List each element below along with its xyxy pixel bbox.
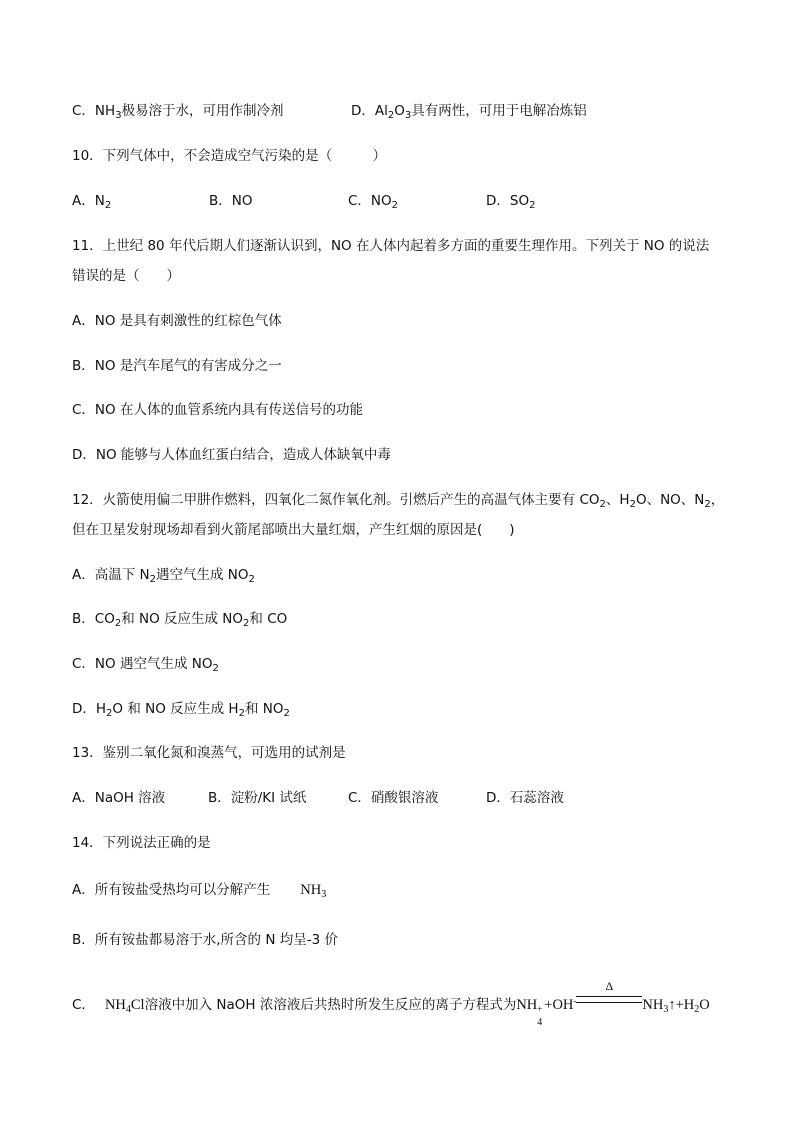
- q10-option-b: B．NO: [209, 193, 253, 209]
- q14-option-b: B．所有铵盐都易溶于水,所含的 N 均呈-3 价: [72, 932, 338, 948]
- q9-options-cd: [72, 101, 587, 126]
- q13-option-c: C．硝酸银溶液: [348, 790, 439, 806]
- q10-option-c: C．$NO_2$: [348, 193, 399, 211]
- q12-option-a: A．高温下 $N_2$遇空气生成 $NO_2$: [72, 567, 255, 585]
- q13-option-a: A．NaOH 溶液: [72, 790, 166, 806]
- nh3-formula: $NH_3$: [300, 882, 327, 900]
- q10-option-a: A．$N_2$: [72, 193, 112, 211]
- q12-stem-line1: 12．火箭使用偏二甲肼作燃料，四氧化二氮作氧化剂。引燃后产生的高温气体主要有 $CO_2$、$H_2O$、NO、$N_2$，: [72, 492, 725, 510]
- q9-option-d: D．$Al_2O_3$具有两性，可用于电解冶炼铝: [351, 103, 587, 121]
- q11-option-c: C．NO 在人体的血管系统内具有传送信号的功能: [72, 402, 363, 418]
- q14-option-a: A．所有铵盐受热均可以分解产生 $NH_3$: [72, 882, 327, 900]
- q12-option-b: B．$CO_2$和 NO 反应生成 $NO_2$和 CO: [72, 611, 288, 629]
- q11-option-a: A．NO 是具有刺激性的红棕色气体: [72, 313, 282, 329]
- ionic-equation: NH + 4 +OH- Δ $NH_3↑+H_2O$: [516, 979, 710, 1028]
- q9-option-c: C．$NH_3$极易溶于水，可用作制冷剂: [72, 103, 284, 121]
- q12-option-d: D．$H_2O$ 和 NO 反应生成 $H_2$和 $NO_2$: [72, 701, 290, 719]
- q13-options: [72, 788, 564, 808]
- q10-stem: 10．下列气体中，不会造成空气污染的是（ ）: [72, 148, 387, 164]
- q11-option-b: B．NO 是汽车尾气的有害成分之一: [72, 358, 282, 374]
- q13-stem: 13．鉴别二氧化氮和溴蒸气，可选用的试剂是: [72, 745, 346, 761]
- q10-option-d: D．$SO_2$: [486, 193, 536, 211]
- q14-stem: 14．下列说法正确的是: [72, 835, 211, 851]
- nh4cl-formula: $NH_4Cl$: [104, 997, 145, 1015]
- q11-stem-line1: 11．上世纪 80 年代后期人们逐渐认识到，NO 在人体内起着多方面的重要生理作用。下列关于 NO 的说法: [72, 238, 710, 254]
- heating-equals-sign: Δ: [576, 991, 642, 1011]
- q12-stem-line2: 但在卫星发射现场却看到火箭尾部喷出大量红烟，产生红烟的原因是( ): [72, 522, 515, 538]
- q12-option-c: C．NO 遇空气生成 $NO_2$: [72, 656, 219, 674]
- q10-options: [72, 191, 536, 216]
- q14-option-c: C． $NH_4Cl$溶液中加入 NaOH 浓溶液后共热时所发生反应的离子方程式为NH + 4 +OH- Δ $NH_3↑+H_2O$: [72, 979, 710, 1028]
- q13-option-b: B．淀粉/KI 试纸: [208, 790, 307, 806]
- q13-option-d: D．石蕊溶液: [486, 790, 564, 806]
- q11-option-d: D．NO 能够与人体血红蛋白结合，造成人体缺氧中毒: [72, 447, 391, 463]
- q11-stem-line2: 错误的是（ ）: [72, 268, 180, 284]
